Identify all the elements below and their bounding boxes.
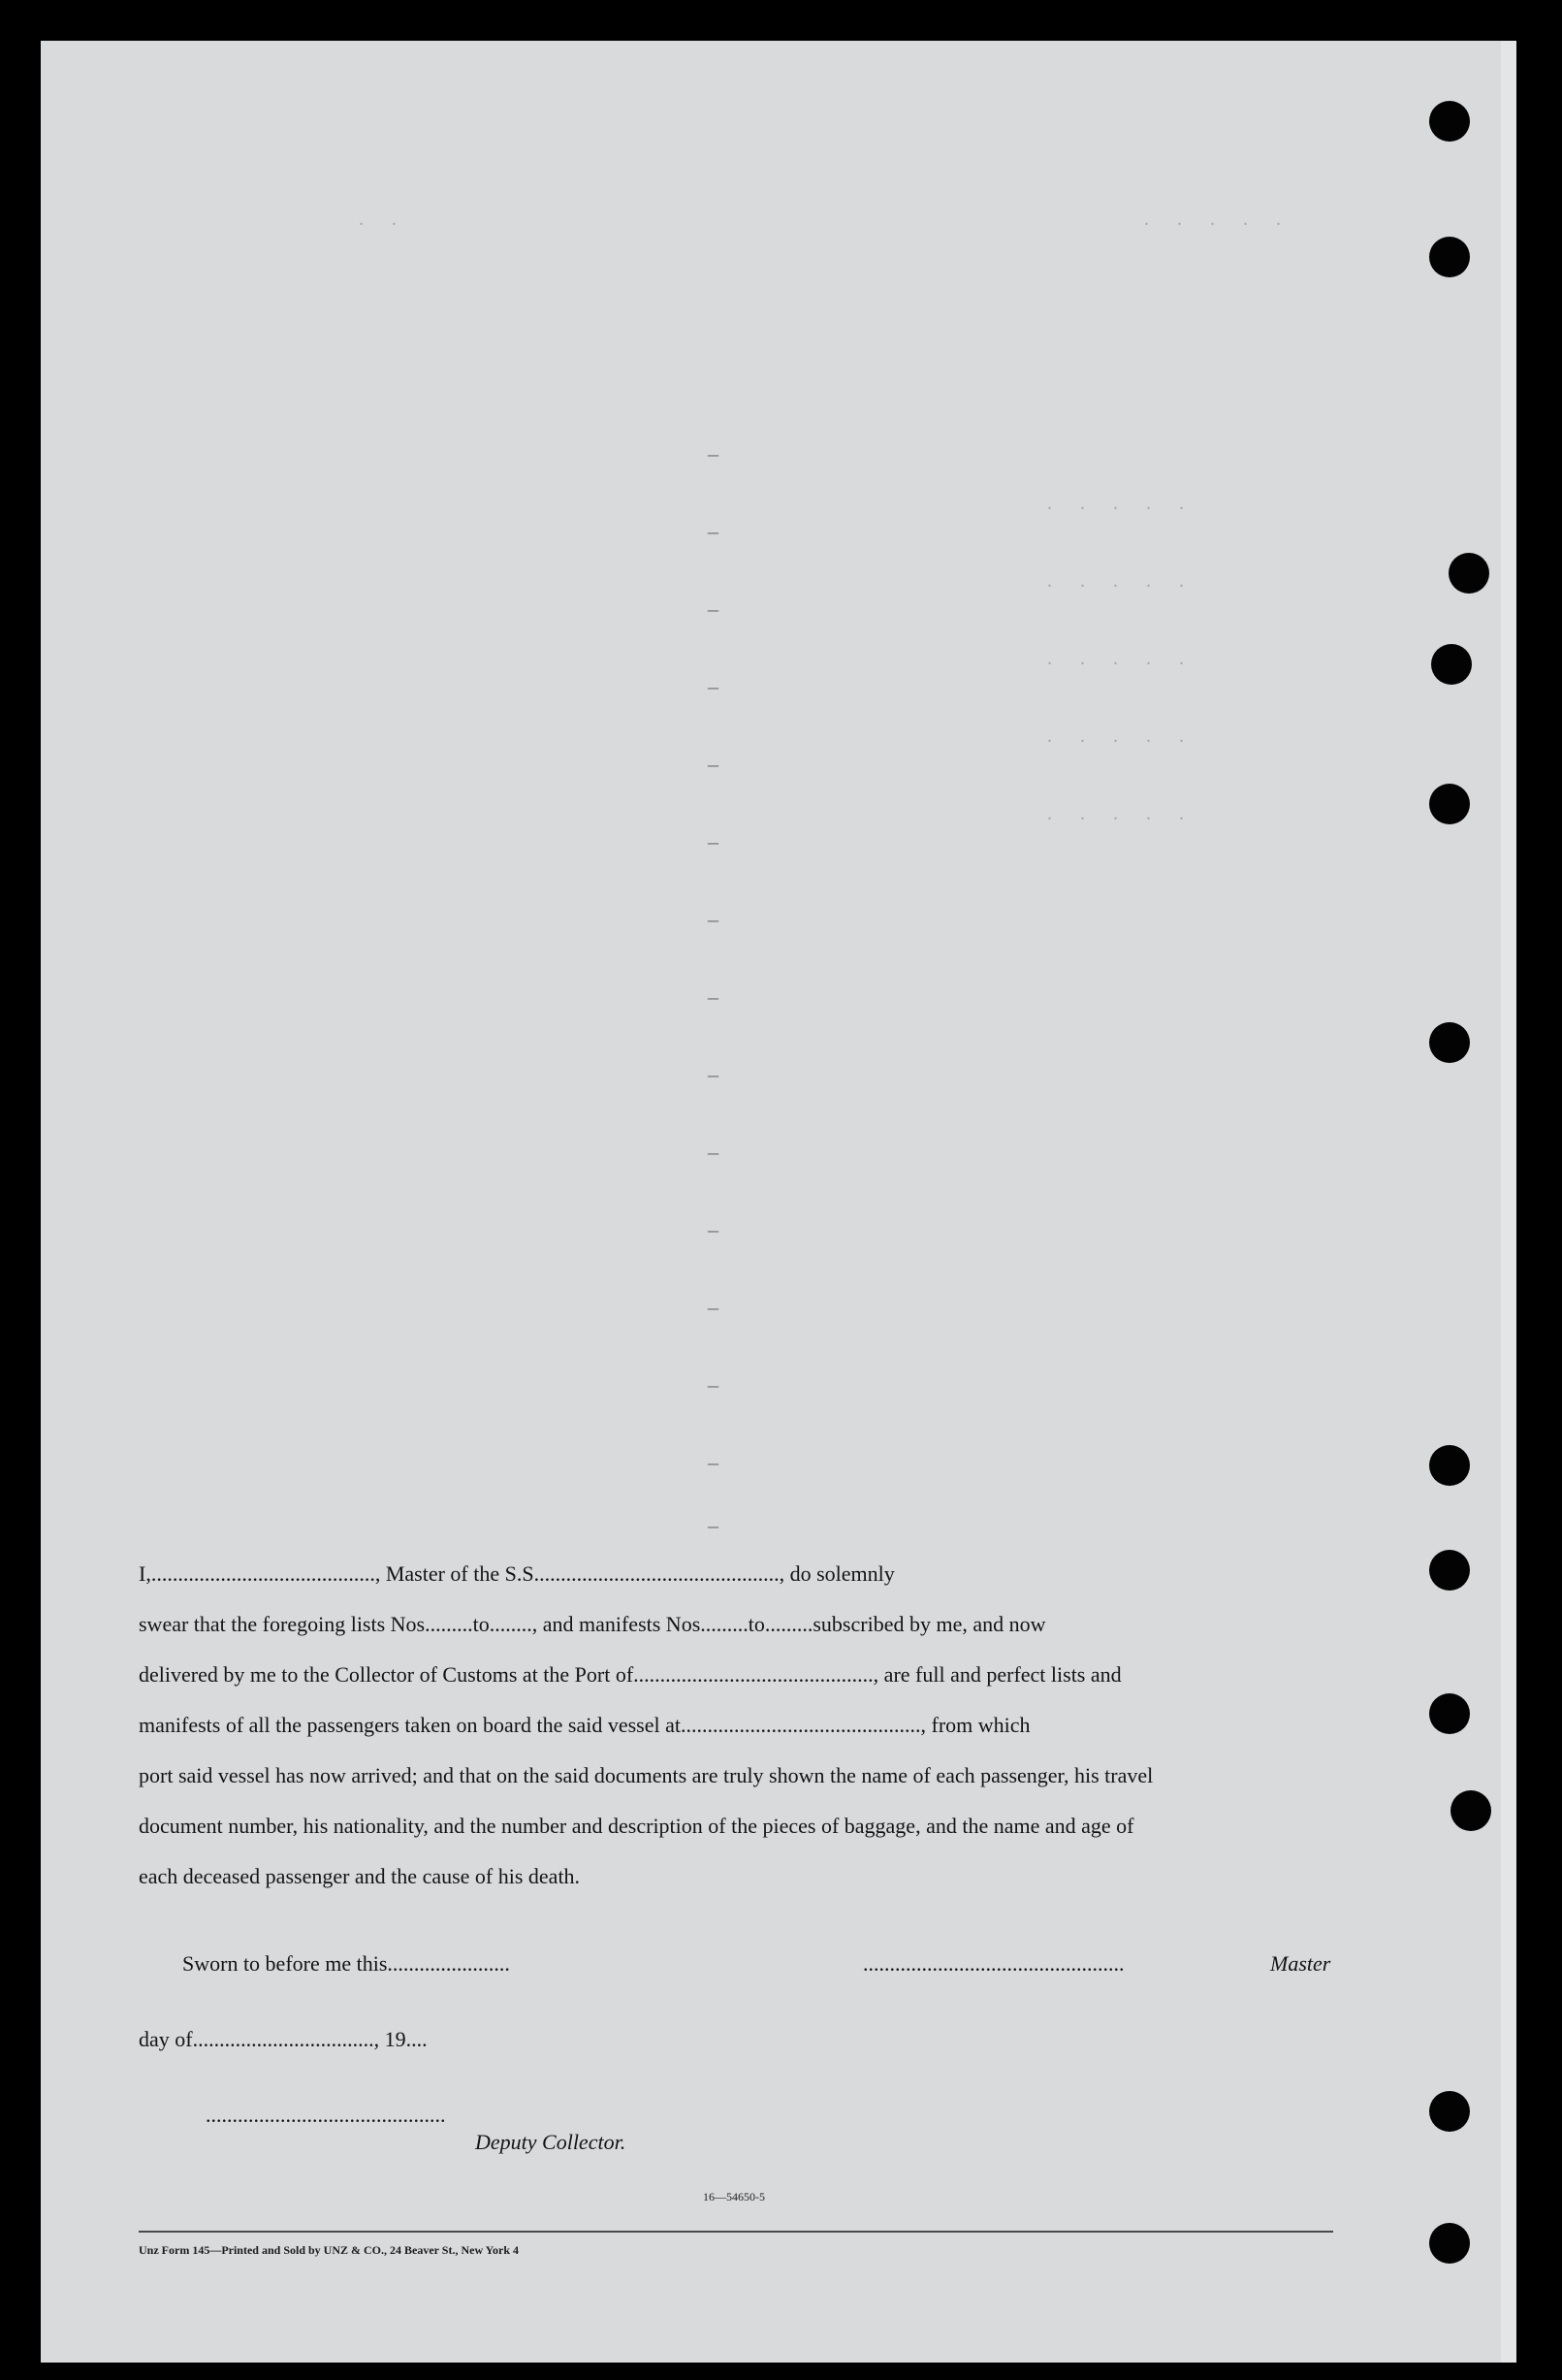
punch-hole [1429,2223,1470,2264]
margin-dash: – [708,984,718,1009]
bleed-through-marks: . . . . . [1047,725,1195,747]
master-label: Master [1270,1951,1331,1976]
punch-hole [1429,1445,1470,1486]
footer-imprint: Unz Form 145—Printed and Sold by UNZ & CO., 24 Beaver St., New York 4 [139,2243,519,2257]
deputy-signature-line: ............................................. [206,2103,446,2127]
punch-hole [1429,1550,1470,1591]
margin-dash: – [708,752,718,776]
punch-hole [1429,2091,1470,2132]
bleed-through-marks: . . [359,209,408,230]
deputy-collector-label: Deputy Collector. [475,2130,626,2154]
punch-hole [1449,553,1489,594]
oath-line-7: each deceased passenger and the cause of his death. [139,1864,581,1888]
oath-line-1: I,.........................................., Master of the S.S.............................................., do solemnly [139,1561,895,1586]
oath-line-4: manifests of all the passengers taken on board the said vessel at............................................., from which [139,1713,1031,1737]
punch-hole [1450,1790,1491,1831]
margin-dash: – [708,1450,718,1474]
page-edge [1501,41,1516,2363]
punch-hole [1429,237,1470,277]
margin-dash: – [708,907,718,931]
bleed-through-marks: . . . . . [1047,570,1195,592]
sworn-label: Sworn to before me this....................... [182,1951,510,1976]
margin-dash: – [708,674,718,698]
punch-hole [1429,1022,1470,1063]
day-label: day of.................................., 19.... [139,2027,428,2051]
margin-dash: – [708,519,718,543]
margin-dash: – [708,1513,718,1537]
margin-dash: – [708,1217,718,1241]
oath-line-6: document number, his nationality, and the number and description of the pieces of baggage, and the name and age of [139,1814,1134,1838]
bleed-through-marks: . . . . . [1047,493,1195,514]
punch-hole [1429,784,1470,824]
oath-line-3: delivered by me to the Collector of Customs at the Port of............................................., are full and perfect lists and [139,1662,1122,1687]
margin-dash: – [708,441,718,466]
margin-dash: – [708,596,718,621]
punch-hole [1429,101,1470,142]
bleed-through-marks: . . . . . [1047,803,1195,824]
punch-hole [1429,1693,1470,1734]
bleed-through-marks: . . . . . [1047,648,1195,669]
oath-line-5: port said vessel has now arrived; and that on the said documents are truly shown the name of each passenger, his travel [139,1763,1154,1787]
master-signature-line: ................................................. [863,1951,1125,1976]
document-page [41,41,1516,2363]
footer-rule [139,2231,1333,2233]
margin-dash: – [708,1062,718,1086]
bleed-through-marks: . . . . . [1144,209,1292,230]
punch-hole [1431,644,1472,685]
margin-dash: – [708,1140,718,1164]
margin-dash: – [708,1372,718,1397]
margin-dash: – [708,1295,718,1319]
form-number: 16—54650-5 [703,2190,765,2203]
oath-line-2: swear that the foregoing lists Nos.........to........, and manifests Nos.........to.........subscribed by me, and now [139,1612,1046,1636]
margin-dash: – [708,829,718,853]
